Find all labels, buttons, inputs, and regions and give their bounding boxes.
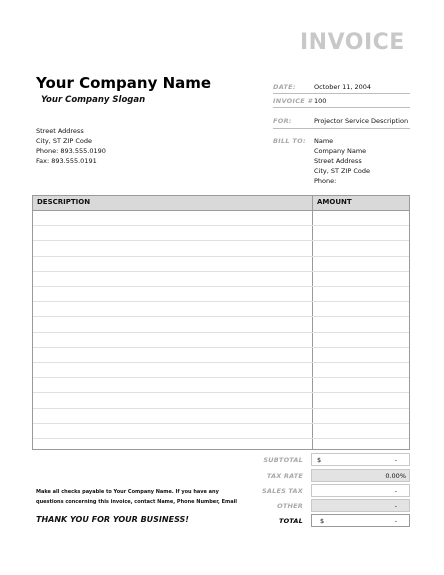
table-row-line bbox=[33, 408, 409, 409]
total-value: - bbox=[394, 517, 397, 525]
tax-rate-field[interactable] bbox=[311, 469, 410, 482]
other-value: - bbox=[394, 502, 397, 510]
for-label: FOR: bbox=[273, 117, 292, 125]
table-row-line bbox=[33, 377, 409, 378]
street-address: Street Address bbox=[36, 127, 84, 135]
city-state-zip: City, ST ZIP Code bbox=[36, 137, 93, 145]
other-field[interactable] bbox=[311, 499, 410, 512]
fax-line: Fax: 893.555.0191 bbox=[36, 157, 97, 165]
bill-to-label: BILL TO: bbox=[273, 137, 306, 145]
subtotal-label: SUBTOTAL bbox=[263, 456, 303, 464]
subtotal-value: - bbox=[394, 456, 397, 464]
bill-to-name: Name bbox=[314, 137, 334, 145]
bill-to-city: City, ST ZIP Code bbox=[314, 167, 371, 175]
table-header bbox=[33, 196, 409, 211]
bill-to-street: Street Address bbox=[314, 157, 362, 165]
divider bbox=[273, 107, 410, 108]
invoice-title: INVOICE bbox=[300, 30, 405, 55]
table-row-line bbox=[33, 256, 409, 257]
table-row-line bbox=[33, 392, 409, 393]
sales-tax-field[interactable] bbox=[311, 484, 410, 497]
tax-rate-label: TAX RATE bbox=[266, 472, 303, 480]
table-row-line bbox=[33, 362, 409, 363]
currency-symbol: $ bbox=[320, 517, 325, 525]
bill-to-phone: Phone: bbox=[314, 177, 337, 185]
payment-note-line-1: Make all checks payable to Your Company Name. If you have any bbox=[36, 489, 219, 495]
total-label: TOTAL bbox=[278, 517, 303, 525]
table-row-line bbox=[33, 316, 409, 317]
line-items-table bbox=[32, 195, 410, 450]
company-name: Your Company Name bbox=[36, 74, 212, 92]
thank-you-message: THANK YOU FOR YOUR BUSINESS! bbox=[36, 515, 189, 524]
table-row-line bbox=[33, 438, 409, 439]
table-row-line bbox=[33, 347, 409, 348]
invoice-number-value: 100 bbox=[314, 97, 327, 105]
table-row-line bbox=[33, 240, 409, 241]
column-header-amount: AMOUNT bbox=[317, 198, 352, 206]
table-row-line bbox=[33, 301, 409, 302]
company-slogan: Your Company Slogan bbox=[41, 95, 146, 105]
table-row-line bbox=[33, 271, 409, 272]
payment-note-line-2: questions concerning this invoice, contact Name, Phone Number, Email bbox=[36, 499, 238, 505]
table-row-line bbox=[33, 332, 409, 333]
divider bbox=[273, 93, 410, 94]
sales-tax-label: SALES TAX bbox=[261, 487, 303, 495]
table-row-line bbox=[33, 225, 409, 226]
total-field[interactable] bbox=[311, 514, 410, 527]
currency-symbol: $ bbox=[317, 456, 322, 464]
tax-rate-value: 0.00% bbox=[385, 472, 406, 480]
table-row-line bbox=[33, 423, 409, 424]
bill-to-company: Company Name bbox=[314, 147, 367, 155]
invoice-number-label: INVOICE # bbox=[273, 97, 313, 105]
phone-line: Phone: 893.555.0190 bbox=[36, 147, 106, 155]
other-label: OTHER bbox=[277, 502, 303, 510]
date-label: DATE: bbox=[273, 83, 296, 91]
table-row-line bbox=[33, 286, 409, 287]
column-divider bbox=[312, 196, 313, 449]
for-value: Projector Service Description bbox=[314, 117, 409, 125]
subtotal-field[interactable] bbox=[311, 453, 410, 466]
date-value: October 11, 2004 bbox=[314, 83, 372, 91]
divider bbox=[273, 128, 410, 129]
sales-tax-value: - bbox=[394, 487, 397, 495]
column-header-description: DESCRIPTION bbox=[37, 198, 91, 206]
